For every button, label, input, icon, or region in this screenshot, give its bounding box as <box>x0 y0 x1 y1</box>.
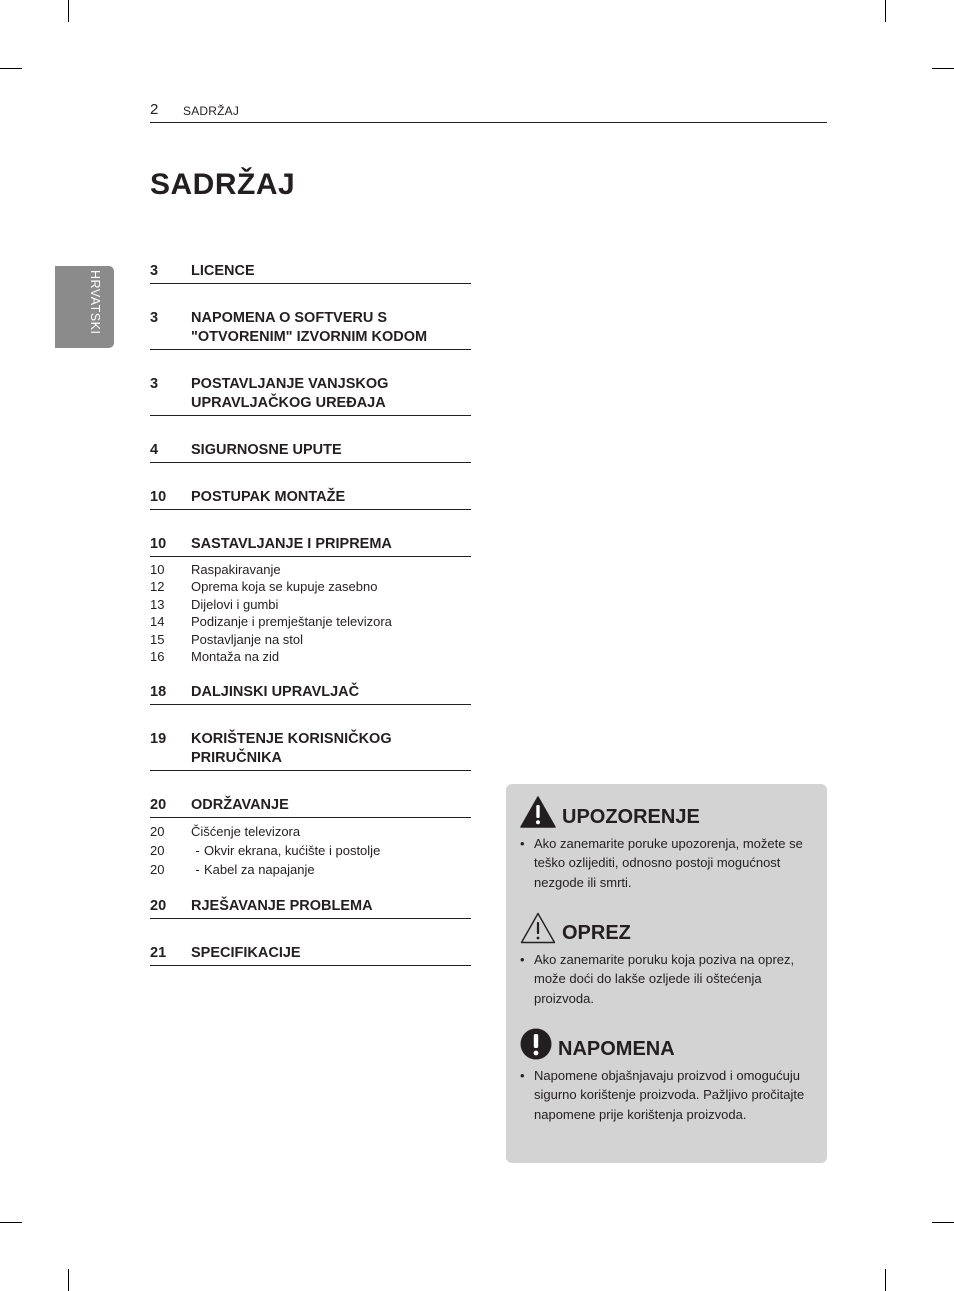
toc-page-number: 16 <box>150 649 165 665</box>
toc-page-number: 20 <box>150 797 167 814</box>
note-exclamation-circle-icon <box>520 1028 552 1060</box>
caution-heading <box>520 910 815 944</box>
toc-subtitle: Kabel za napajanje <box>204 862 315 878</box>
bullet: • <box>520 836 525 851</box>
toc-page-number: 15 <box>150 631 165 647</box>
toc-page-number: 10 <box>150 489 167 505</box>
toc-page-number: 20 <box>150 824 165 840</box>
toc-subentry[interactable] <box>150 613 471 630</box>
toc-entry-odrzavanje[interactable] <box>150 796 471 818</box>
language-tab <box>55 266 114 348</box>
caution-title: OPREZ <box>562 922 631 944</box>
warning-text <box>520 834 815 892</box>
toc-page-number: 10 <box>150 562 165 577</box>
toc-page-number: 3 <box>150 263 159 279</box>
toc-entry-daljinski[interactable] <box>150 683 471 705</box>
toc-title: KORIŠTENJE KORISNIČKOG PRIRUČNIKA <box>191 731 392 767</box>
toc-entry-montaza[interactable] <box>150 488 471 510</box>
toc-title: RJEŠAVANJE PROBLEMA <box>191 898 373 915</box>
note-notice <box>520 1026 815 1124</box>
toc-subtitle: Podizanje i premještanje televizora <box>191 614 392 630</box>
toc-subtitle: Montaža na zid <box>191 649 280 665</box>
toc-subentry[interactable] <box>150 822 471 841</box>
toc-subtitle: Okvir ekrana, kućište i postolje <box>204 843 381 859</box>
crop-mark <box>932 1222 954 1223</box>
toc-page-number: 4 <box>150 442 159 458</box>
crop-mark <box>0 68 22 69</box>
toc-subtitle: Raspakiravanje <box>191 562 281 577</box>
toc-subentry[interactable] <box>150 841 471 860</box>
toc-sub-dash: - <box>195 862 200 878</box>
toc-entry-licence[interactable] <box>150 262 471 284</box>
warning-body: Ako zanemarite poruke upozorenja, možete se teško ozlijediti, odnosno postoji mogućnost nezgode ili smrti. <box>534 836 803 890</box>
warning-filled-triangle-icon <box>520 796 556 828</box>
toc-page-number: 21 <box>150 945 167 962</box>
crop-mark <box>0 1222 22 1223</box>
toc-subtitle: Postavljanje na stol <box>191 631 304 647</box>
toc-subtitle: Dijelovi i gumbi <box>191 596 279 612</box>
page-title: SADRŽAJ <box>150 168 296 201</box>
toc-page-number: 13 <box>150 596 165 612</box>
language-tab-label: HRVATSKI <box>88 270 102 335</box>
toc-page-number: 20 <box>150 862 165 878</box>
caution-outline-triangle-icon <box>520 912 556 944</box>
toc-title: LICENCE <box>191 263 255 279</box>
toc-sublist-odrzavanje <box>150 822 471 879</box>
toc-page-number: 3 <box>150 376 159 392</box>
toc-title: NAPOMENA O SOFTVERU S "OTVORENIM" IZVORNIM KODOM <box>191 310 428 345</box>
toc-subtitle: Oprema koja se kupuje zasebno <box>191 579 378 595</box>
toc-entry-problemi[interactable] <box>150 897 471 919</box>
bullet: • <box>520 952 525 967</box>
notice-box <box>506 784 827 1163</box>
note-title: NAPOMENA <box>558 1038 675 1060</box>
toc-page-number: 20 <box>150 843 165 859</box>
toc-entry-sastavljanje[interactable] <box>150 535 471 557</box>
toc-subentry[interactable] <box>150 596 471 613</box>
toc-subtitle: Čišćenje televizora <box>191 824 301 840</box>
caution-notice <box>520 910 815 1008</box>
toc-title: SPECIFIKACIJE <box>191 945 301 962</box>
warning-heading <box>520 794 815 828</box>
warning-notice <box>520 794 815 892</box>
header-section-title: SADRŽAJ <box>183 104 240 118</box>
toc-page-number: 12 <box>150 579 165 595</box>
table-of-contents <box>150 262 471 966</box>
warning-title: UPOZORENJE <box>562 806 700 828</box>
toc-page-number: 19 <box>150 731 167 748</box>
toc-title: SASTAVLJANJE I PRIPREMA <box>191 536 392 552</box>
crop-mark <box>68 1269 69 1291</box>
toc-entry-vanjski[interactable] <box>150 375 471 416</box>
toc-title: SIGURNOSNE UPUTE <box>191 442 342 458</box>
toc-sub-dash: - <box>195 843 200 859</box>
toc-title: ODRŽAVANJE <box>191 797 289 814</box>
toc-title: POSTUPAK MONTAŽE <box>191 489 346 505</box>
crop-mark <box>885 1269 886 1291</box>
toc-subentry[interactable] <box>150 648 471 665</box>
toc-page-number: 20 <box>150 898 167 915</box>
toc-title: POSTAVLJANJE VANJSKOG UPRAVLJAČKOG UREĐAJA <box>191 376 389 411</box>
caution-text <box>520 950 815 1008</box>
toc-sublist-sastavljanje <box>150 561 471 665</box>
toc-subentry[interactable] <box>150 561 471 578</box>
toc-entry-softver[interactable] <box>150 309 471 350</box>
toc-entry-prirucnik[interactable] <box>150 730 471 771</box>
note-heading <box>520 1026 815 1060</box>
toc-subentry[interactable] <box>150 631 471 648</box>
toc-page-number: 14 <box>150 614 165 630</box>
crop-mark <box>885 0 886 22</box>
toc-subentry[interactable] <box>150 860 471 879</box>
page-header <box>150 100 827 123</box>
caution-body: Ako zanemarite poruku koja poziva na oprez, može doći do lakše ozljede ili oštećenja proizvoda. <box>534 952 795 1006</box>
toc-entry-specifikacije[interactable] <box>150 944 471 966</box>
crop-mark <box>68 0 69 22</box>
crop-mark <box>932 68 954 69</box>
toc-title: DALJINSKI UPRAVLJAČ <box>191 684 360 701</box>
note-body: Napomene objašnjavaju proizvod i omogućuju sigurno korištenje proizvoda. Pažljivo pročitajte napomene prije korištenja proizvoda. <box>534 1068 805 1122</box>
bullet: • <box>520 1068 525 1083</box>
toc-subentry[interactable] <box>150 578 471 595</box>
toc-entry-sigurnost[interactable] <box>150 441 471 463</box>
page-number: 2 <box>150 101 159 118</box>
toc-page-number: 10 <box>150 536 167 552</box>
toc-page-number: 18 <box>150 684 167 701</box>
toc-page-number: 3 <box>150 310 159 326</box>
note-text <box>520 1066 815 1124</box>
